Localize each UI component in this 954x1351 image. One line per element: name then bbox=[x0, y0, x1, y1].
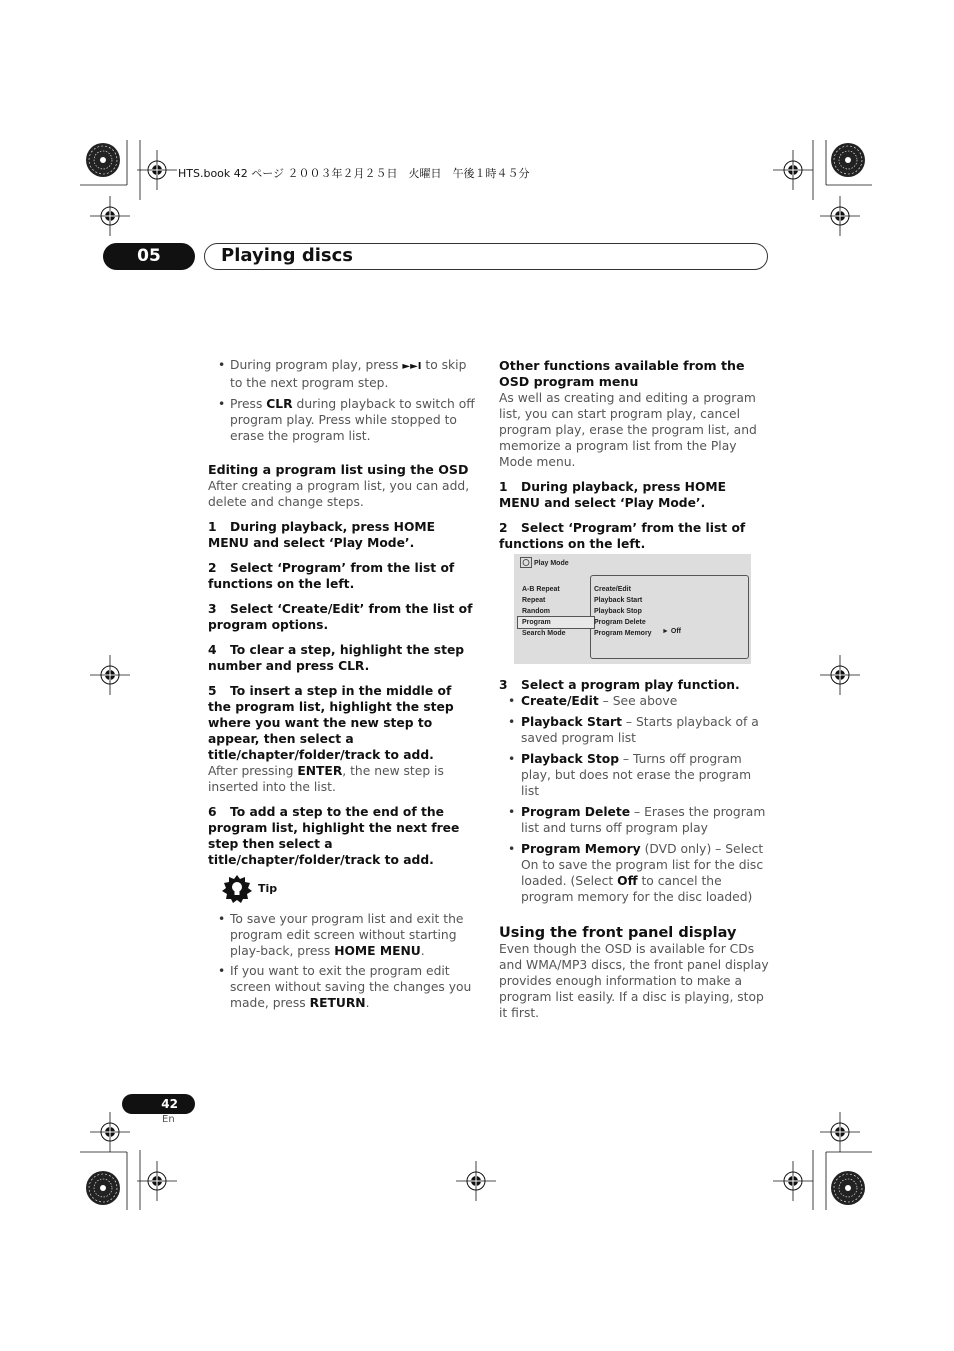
osd-menu-item: Create/Edit bbox=[594, 586, 631, 593]
left-column bbox=[208, 357, 476, 868]
osd-title: Play Mode bbox=[534, 560, 569, 567]
section-heading: Editing a program list using the OSD bbox=[208, 462, 469, 477]
right-column-lower bbox=[499, 677, 769, 1021]
list-item: • Create/Edit – See above bbox=[499, 693, 769, 709]
intro-bullets bbox=[208, 357, 476, 444]
step: 2 Select ‘Program’ from the list of functions on the left. bbox=[208, 561, 455, 591]
osd-menu-item: Search Mode bbox=[522, 630, 566, 637]
step: 4 To clear a step, highlight the step number and press CLR. bbox=[208, 643, 465, 673]
osd-menu-item: Program Memory bbox=[594, 630, 652, 637]
osd-menu-item: Random bbox=[522, 608, 550, 615]
step: 3 Select a program play function. bbox=[499, 678, 740, 692]
osd-menu-item: A-B Repeat bbox=[522, 586, 560, 593]
lightbulb-icon bbox=[222, 875, 252, 903]
osd-menu-item-selected: Program bbox=[518, 617, 594, 628]
osd-screen bbox=[514, 554, 751, 664]
list-item: • Press CLR during playback to switch off program play. Press while stopped to erase the program list. bbox=[208, 396, 476, 444]
step: 2 Select ‘Program’ from the list of functions on the left. bbox=[499, 521, 746, 551]
list-item: • During program play, press ►►I to skip to the next program step. bbox=[208, 357, 476, 391]
osd-left-menu bbox=[522, 584, 594, 639]
section-heading: Using the front panel display bbox=[499, 925, 737, 941]
list-item: • Playback Start – Starts playback of a saved program list bbox=[499, 714, 769, 746]
disc-icon bbox=[520, 557, 532, 568]
osd-memory-value: ► Off bbox=[662, 628, 681, 635]
osd-menu-item: Playback Stop bbox=[594, 608, 642, 615]
step: 1 During playback, press HOME MENU and select ‘Play Mode’. bbox=[208, 520, 436, 550]
osd-menu-item: Playback Start bbox=[594, 597, 643, 604]
section-text: As well as creating and editing a program list, you can start program play, cancel program play, erase the program list, and memorize a program list from the Play Mode menu. bbox=[499, 391, 757, 469]
page-number: 42 bbox=[122, 1094, 195, 1114]
list-item: • Playback Stop – Turns off program play, but does not erase the program list bbox=[499, 751, 769, 799]
section-text: After creating a program list, you can add, delete and change steps. bbox=[208, 479, 470, 509]
step: 6 To add a step to the end of the program list, highlight the next free step then select a title/chapter/folder/track to add. bbox=[208, 805, 460, 867]
tip-box bbox=[208, 911, 476, 1011]
file-header: HTS.book 42 ページ ２００３年２月２５日 火曜日 午後１時４５分 bbox=[178, 167, 530, 180]
list-item: • Program Memory (DVD only) – Select On to save the program list for the disc loaded. (Select Off to cancel the program memory for the disc loaded) bbox=[499, 841, 769, 905]
osd-right-menu bbox=[594, 584, 652, 639]
osd-menu-item: Repeat bbox=[522, 597, 546, 604]
section-text: Even though the OSD is available for CDs and WMA/MP3 discs, the front panel display provides enough information to make a program list easily. If a disc is playing, stop it first. bbox=[499, 942, 769, 1020]
section-heading: Other functions available from the OSD program menu bbox=[499, 358, 745, 389]
chapter-number: 05 bbox=[103, 243, 195, 270]
list-item: • If you want to exit the program edit screen without saving the changes you made, press RETURN. bbox=[208, 963, 476, 1011]
list-item: • Program Delete – Erases the program list and turns off program play bbox=[499, 804, 769, 836]
step: 5 To insert a step in the middle of the program list, highlight the step where you want the new step to appear, then select a title/chapter/folder/track to add. bbox=[208, 684, 454, 762]
next-track-icon: ►►I bbox=[402, 361, 422, 372]
tip-label: Tip bbox=[258, 882, 278, 895]
step: 1 During playback, press HOME MENU and select ‘Play Mode’. bbox=[499, 480, 727, 510]
step-note: After pressing ENTER, the new step is inserted into the list. bbox=[208, 764, 444, 794]
chapter-title: Playing discs bbox=[221, 245, 353, 266]
tip-bullets bbox=[208, 911, 476, 1011]
osd-menu-item: Program Delete bbox=[594, 619, 646, 626]
right-column bbox=[499, 358, 767, 552]
step: 3 Select ‘Create/Edit’ from the list of program options. bbox=[208, 602, 473, 632]
list-item: • To save your program list and exit the program edit screen without starting play-back, press HOME MENU. bbox=[208, 911, 476, 959]
language-label: En bbox=[162, 1114, 175, 1125]
function-list bbox=[499, 693, 769, 905]
